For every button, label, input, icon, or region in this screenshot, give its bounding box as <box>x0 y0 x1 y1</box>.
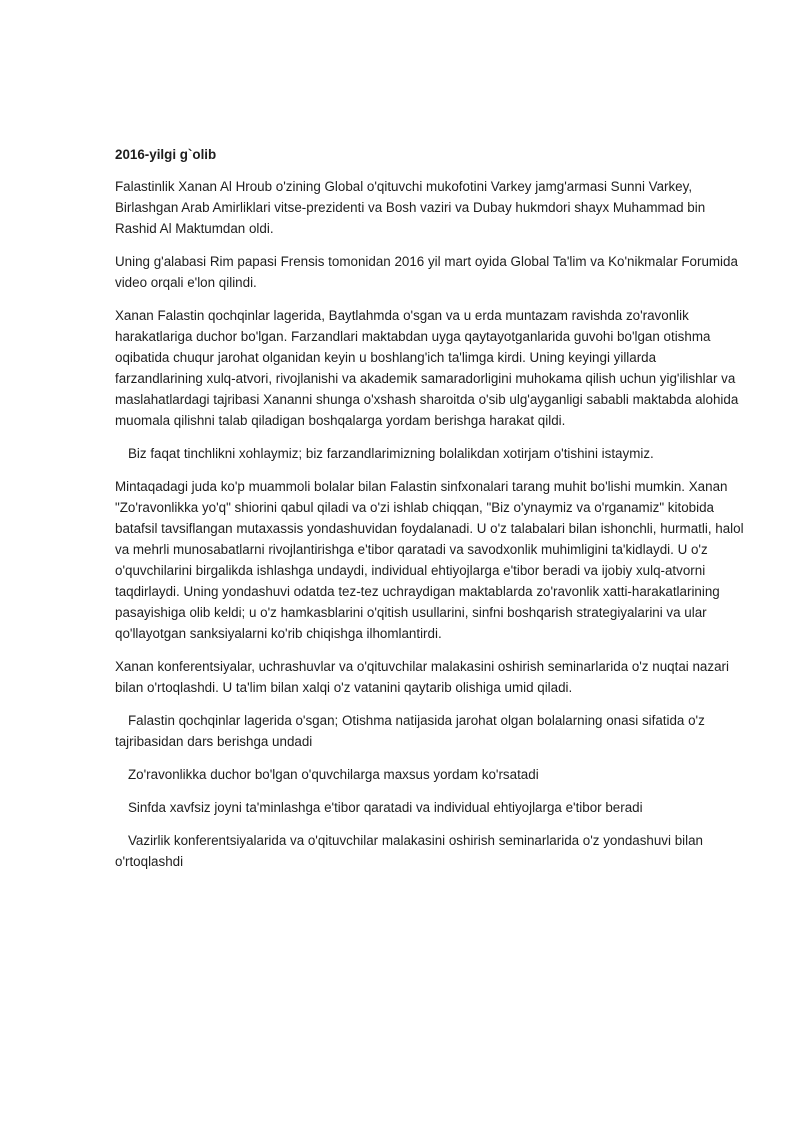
paragraph-sharing: Xanan konferentsiyalar, uchrashuvlar va o'qituvchilar malakasini oshirish seminarlarida o'z nuqtai nazari bilan o'rtoqlashdi. U ta'lim bilan xalqi o'z vatanini qaytarib olishiga umid qiladi. <box>115 659 729 695</box>
paragraph-approach: Mintaqadagi juda ko'p muammoli bolalar bilan Falastin sinfxonalari tarang muhit bo'lishi mumkin. Xanan "Zo'ravonlikka yo'q" shiorini qabul qiladi va o'zi ishlab chiqqan, "Biz o'ynaymiz va o'rganamiz" kitobida batafsil tavsiflangan mutaxassis yondashuvidan foydalanadi. U o'z talabalari bilan ishonchli, hurmatli, halol va mehrli munosabatlarni rivojlantirishga e'tibor qaratadi va savodxonlik muhimligini ta'kidlaydi. U o'z o'quvchilarini birgalikda ishlashga undaydi, individual ehtiyojlarga e'tibor beradi va ijobiy xulq-atvorni taqdirlaydi. Uning yondashuvi odatda tez-tez uchraydigan maktablarda zo'ravonlik xatti-harakatlarining pasayishiga olib keldi; u o'z hamkasblarini o'qitish usullarini, sinfni boshqarish strategiyalarini va ular qo'llayotgan sanksiyalarni ko'rib chiqishga ilhomlantirdi. <box>115 479 744 641</box>
document-page <box>115 144 745 884</box>
paragraph-announcement: Uning g'alabasi Rim papasi Frensis tomonidan 2016 yil mart oyida Global Ta'lim va Ko'nikmalar Forumida video orqali e'lon qilindi. <box>115 254 738 290</box>
highlight-item: Falastin qochqinlar lagerida o'sgan; Otishma natijasida jarohat olgan bolalarning onasi sifatida o'z tajribasidan dars berishga undadi <box>115 713 705 749</box>
paragraph-background: Xanan Falastin qochqinlar lagerida, Baytlahmda o'sgan va u erda muntazam ravishda zo'ravonlik harakatlariga duchor bo'lgan. Farzandlari maktabdan uyga qaytayotganlarida guvohi bo'lgan otishma oqibatida chuqur jarohat olganidan keyin u boshlang'ich ta'limga kirdi. Uning keyingi yillarda farzandlarining xulq-atvori, rivojlanishi va akademik samaradorligini muhokama qilish uchun yig'ilishlar va maslahatlardagi tajribasi Xananni shunga o'xshash sharoitda o'sib ulg'ayganligi sababli maktabda alohida muomala qilishni talab qiladigan boshqalarga yordam berishga harakat qildi. <box>115 308 739 428</box>
document-title: 2016-yilgi g`olib <box>115 147 217 162</box>
highlight-item: Zo'ravonlikka duchor bo'lgan o'quvchilarga maxsus yordam ko'rsatadi <box>128 767 539 782</box>
quote-paragraph: Biz faqat tinchlikni xohlaymiz; biz farzandlarimizning bolalikdan xotirjam o'tishini istaymiz. <box>128 446 654 461</box>
highlight-item: Vazirlik konferentsiyalarida va o'qituvchilar malakasini oshirish seminarlarida o'z yondashuvi bilan o'rtoqlashdi <box>115 833 703 869</box>
highlight-item: Sinfda xavfsiz joyni ta'minlashga e'tibor qaratadi va individual ehtiyojlarga e'tibor beradi <box>128 800 643 815</box>
paragraph-award: Falastinlik Xanan Al Hroub o'zining Global o'qituvchi mukofotini Varkey jamg'armasi Sunni Varkey, Birlashgan Arab Amirliklari vitse-prezidenti va Bosh vaziri va Dubay hukmdori shayx Muhammad bin Rashid Al Maktumdan oldi. <box>115 179 706 236</box>
